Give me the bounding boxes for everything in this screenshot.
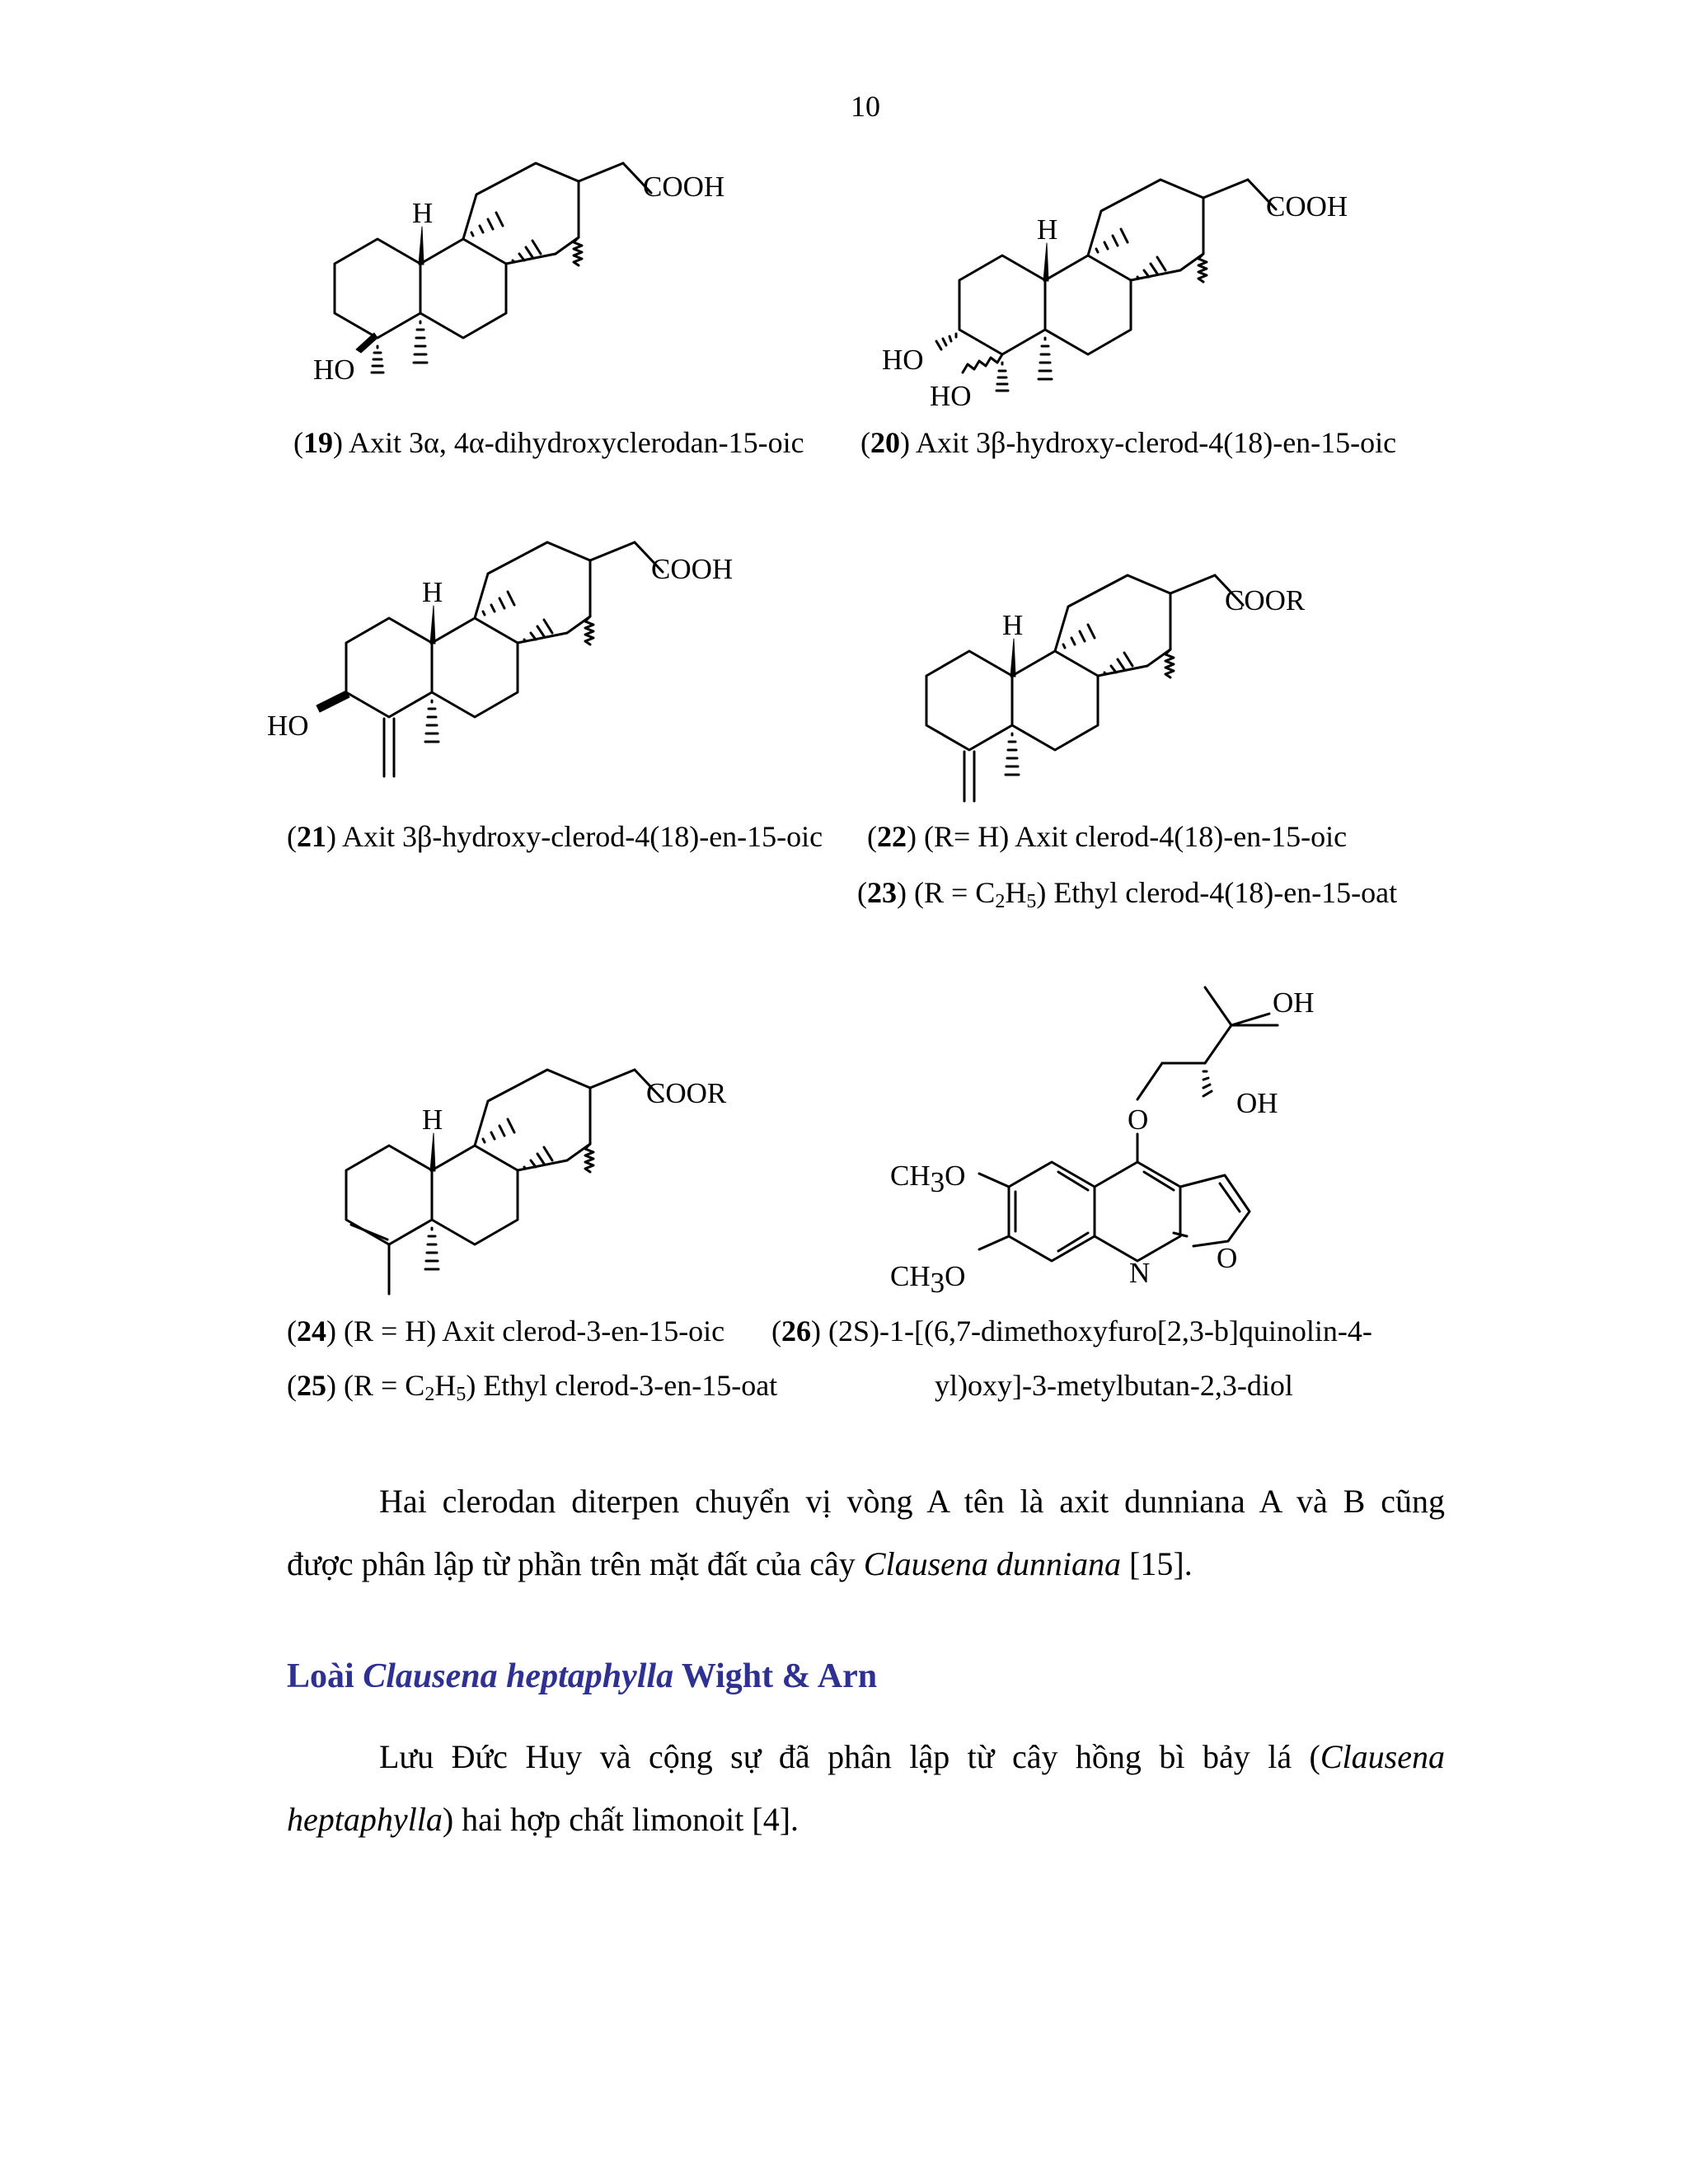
compound-name: Axit 3β-hydroxy-clerod-4(18)-en-15-oic xyxy=(910,426,1397,459)
label-o: O xyxy=(1217,1242,1238,1274)
hash-bond xyxy=(1006,625,1132,775)
label-ho: HO xyxy=(882,344,924,376)
label-n: N xyxy=(1129,1257,1151,1289)
paragraph-line: được phân lập từ phần trên mặt đất của cây Clausena dunniana [15]. xyxy=(287,1545,1193,1582)
compound-number: 22 xyxy=(877,820,907,853)
compound-name: Axit 3β-hydroxy-clerod-4(18)-en-15-oic xyxy=(336,820,823,853)
compound-number: 26 xyxy=(781,1315,811,1347)
label-cooh: COOH xyxy=(651,553,734,585)
hash-bond xyxy=(425,592,552,742)
label-oh: OH xyxy=(1273,987,1315,1019)
label-h: H xyxy=(422,1104,443,1136)
caption-22: (22) (R= H) Axit clerod-4(18)-en-15-oic xyxy=(867,820,1348,853)
label-h: H xyxy=(422,576,443,608)
compound-number: 19 xyxy=(303,426,333,459)
caption-24: (24) (R = H) Axit clerod-3-en-15-oic xyxy=(287,1315,725,1347)
structure-20 xyxy=(874,165,1401,420)
caption-21: (21) Axit 3β-hydroxy-clerod-4(18)-en-15-oic xyxy=(287,820,823,853)
hash-bond xyxy=(372,213,541,373)
caption-26: (26) (2S)-1-[(6,7-dimethoxyfuro[2,3-b]quinolin-4- xyxy=(771,1315,1372,1347)
label-methoxy: CH3O xyxy=(890,1160,966,1198)
compound-number: 20 xyxy=(870,426,900,459)
label-cooh: COOH xyxy=(643,171,725,203)
label-ho: HO xyxy=(267,710,309,742)
compound-name: Axit 3α, 4α-dihydroxyclerodan-15-oic xyxy=(343,426,804,459)
compound-name: (R = H) Axit clerod-3-en-15-oic xyxy=(336,1315,725,1347)
paragraph-line: heptaphylla) hai hợp chất limonoit [4]. xyxy=(287,1801,799,1838)
caption-26-line2: yl)oxy]-3-metylbutan-2,3-diol xyxy=(935,1369,1293,1402)
structure-22-23 xyxy=(907,552,1418,808)
compound-number: 23 xyxy=(867,876,897,909)
caption-20: (20) Axit 3β-hydroxy-clerod-4(18)-en-15-oic xyxy=(860,426,1397,459)
compound-number: 24 xyxy=(297,1315,326,1347)
label-ho: HO xyxy=(930,380,972,412)
label-h: H xyxy=(1002,609,1024,641)
paragraph-dunniana xyxy=(287,1470,1445,1596)
label-methoxy: CH3O xyxy=(890,1260,966,1299)
caption-19: (19) Axit 3α, 4α-dihydroxyclerodan-15-oic xyxy=(293,426,804,459)
structure-26 xyxy=(882,964,1393,1310)
label-h: H xyxy=(412,197,434,229)
compound-number: 21 xyxy=(297,820,326,853)
paragraph-line: Hai clerodan diterpen chuyển vị vòng A tên là axit dunniana A và B cũng xyxy=(379,1483,1445,1520)
structure-24-25 xyxy=(330,1038,791,1302)
structure-21 xyxy=(264,536,808,791)
hash-bond xyxy=(1203,1071,1212,1096)
structure-19 xyxy=(297,140,808,404)
paragraph-heptaphylla xyxy=(287,1726,1445,1851)
caption-23: (23) $(R = C_2H_5)$ Ethyl clerod-4(18)-en-15-oat xyxy=(857,876,1398,912)
label-cooh: COOH xyxy=(1266,190,1348,223)
compound-name: (R= H) Axit clerod-4(18)-en-15-oic xyxy=(917,820,1348,853)
label-ho: HO xyxy=(313,354,355,386)
section-heading: Loài Clausena heptaphylla Wight & Arn xyxy=(287,1657,878,1695)
label-coor: COOR xyxy=(1225,584,1306,616)
label-oh: OH xyxy=(1236,1087,1278,1119)
compound-number: 25 xyxy=(297,1369,326,1402)
label-o: O xyxy=(1128,1104,1149,1136)
hash-bond xyxy=(425,1119,552,1269)
label-h: H xyxy=(1037,213,1058,246)
page-number: 10 xyxy=(851,90,880,123)
caption-25: (25) $(R = C_2H_5)$ Ethyl clerod-3-en-15-oat xyxy=(287,1369,778,1405)
label-coor: COOR xyxy=(646,1077,727,1109)
paragraph-line: Lưu Đức Huy và cộng sự đã phân lập từ cây hồng bì bảy lá (Clausena xyxy=(379,1738,1445,1775)
